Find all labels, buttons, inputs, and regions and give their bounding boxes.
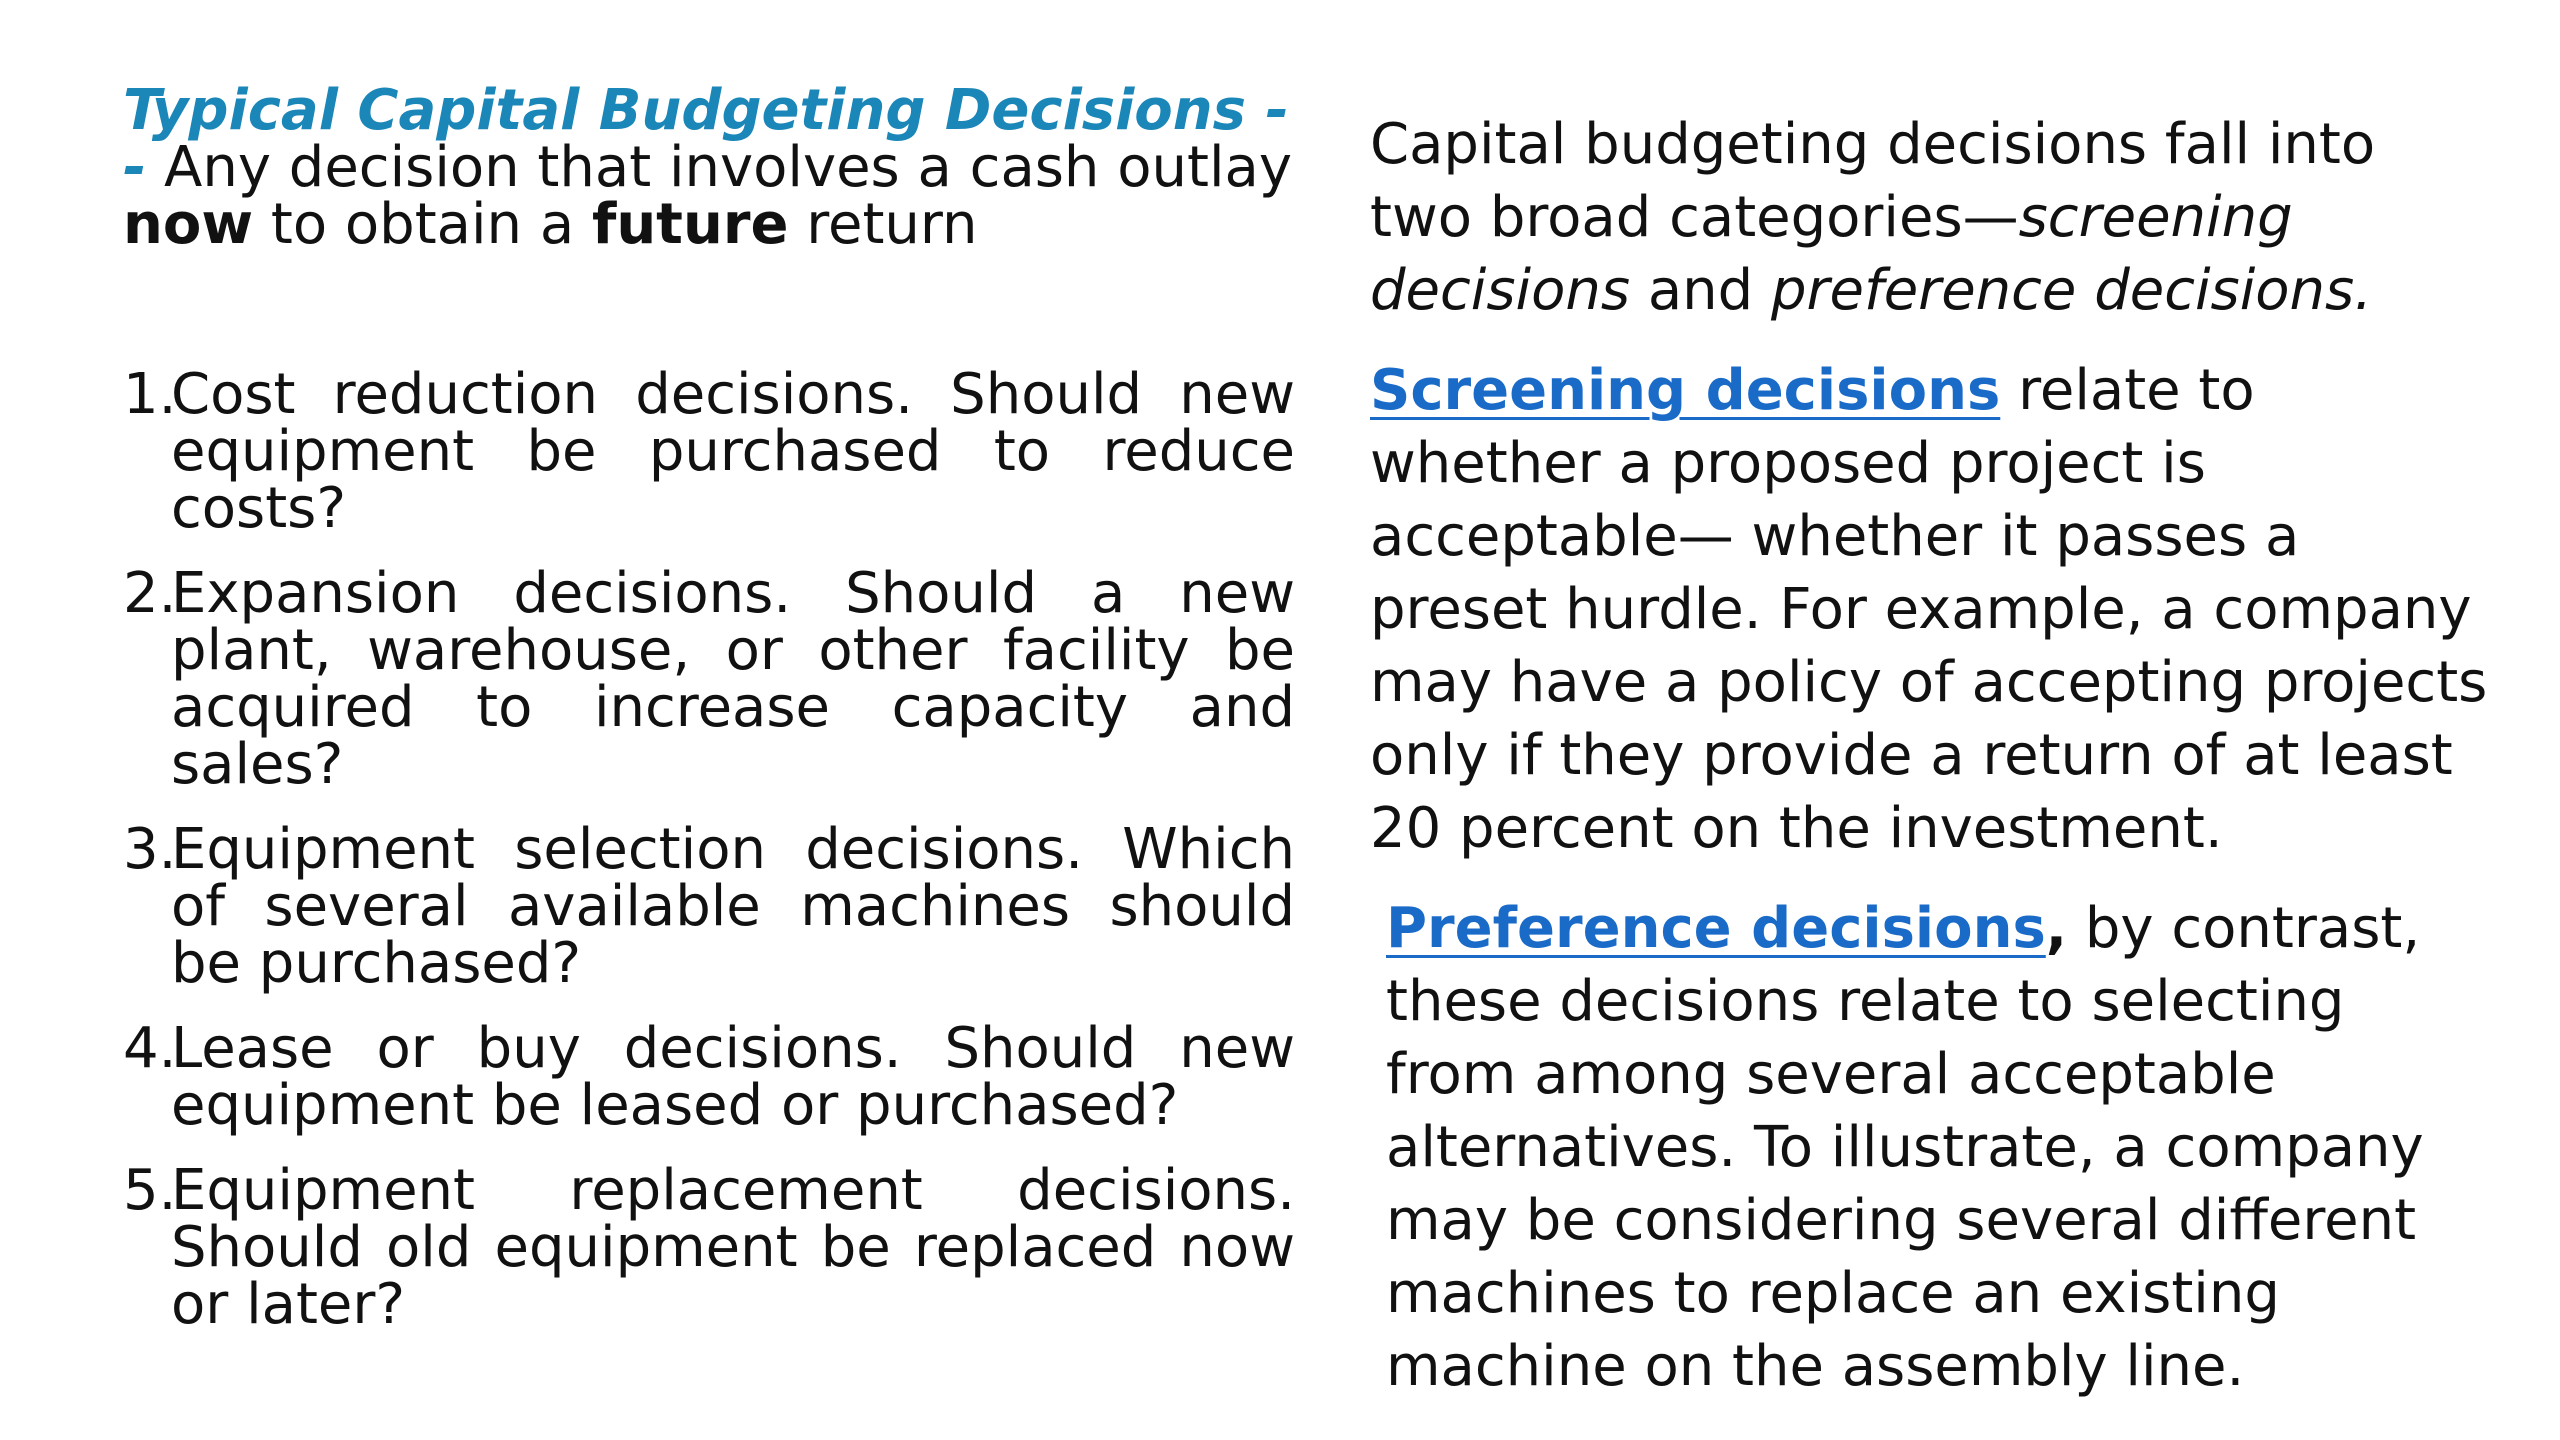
- categories-italic-screening: screening decisions: [1370, 185, 2293, 323]
- decision-text: Equipment replacement decisions. Should old equipment be replaced now or later?: [171, 1158, 1295, 1337]
- intro-text-part3: return: [788, 192, 978, 257]
- decision-item-equipment-replacement: [123, 1158, 1295, 1337]
- decision-text: Lease or buy decisions. Should new equipment be leased or purchased?: [171, 1016, 1295, 1138]
- screening-paragraph: [1370, 354, 2490, 865]
- intro-paragraph: [123, 78, 1295, 257]
- decision-number: 1.: [123, 362, 177, 427]
- left-column: [123, 78, 1295, 1361]
- decision-number: 3.: [123, 817, 177, 882]
- preference-comma: ,: [2045, 896, 2068, 961]
- decision-number: 4.: [123, 1016, 177, 1081]
- categories-paragraph: [1370, 108, 2490, 327]
- intro-text-part2: to obtain a: [253, 192, 592, 257]
- decision-list: [123, 362, 1295, 1337]
- decision-text: Expansion decisions. Should a new plant, warehouse, or other facility be acquired to increase capacity and sales?: [171, 561, 1295, 797]
- decision-item-lease-or-buy: [123, 1016, 1295, 1138]
- right-column: [1370, 108, 2490, 1403]
- screening-text: relate to whether a proposed project is acceptable— whether it passes a preset hurdle. For example, a company may have a policy of accepting projects only if they provide a return of at least 20 percent on the investment.: [1370, 358, 2488, 861]
- intro-text-part1: Any decision that involves a cash outlay: [146, 135, 1292, 200]
- decision-text: Cost reduction decisions. Should new equipment be purchased to reduce costs?: [171, 362, 1295, 541]
- preference-paragraph: [1370, 892, 2490, 1403]
- decision-item-expansion: [123, 561, 1295, 797]
- decision-item-cost-reduction: [123, 362, 1295, 541]
- categories-text-part1: Capital budgeting decisions fall into two broad categories—: [1370, 112, 2376, 250]
- preference-decisions-link[interactable]: Preference decisions: [1386, 896, 2046, 961]
- intro-bold-now: now: [123, 192, 254, 257]
- decision-number: 2.: [123, 561, 177, 626]
- categories-italic-preference: preference decisions.: [1770, 258, 2372, 323]
- decision-number: 5.: [123, 1158, 177, 1223]
- decision-text: Equipment selection decisions. Which of several available machines should be purchased?: [171, 817, 1295, 996]
- intro-heading: Typical Capital Budgeting Decisions --: [123, 78, 1289, 200]
- screening-decisions-link[interactable]: Screening decisions: [1370, 358, 2001, 423]
- preference-text: by contrast, these decisions relate to selecting from among several acceptable alternatives. To illustrate, a company may be considering several different machines to replace an existing machine on the assembly line.: [1386, 896, 2424, 1399]
- decision-item-equipment-selection: [123, 817, 1295, 996]
- intro-bold-future: future: [591, 192, 789, 257]
- categories-text-part2: and: [1630, 258, 1771, 323]
